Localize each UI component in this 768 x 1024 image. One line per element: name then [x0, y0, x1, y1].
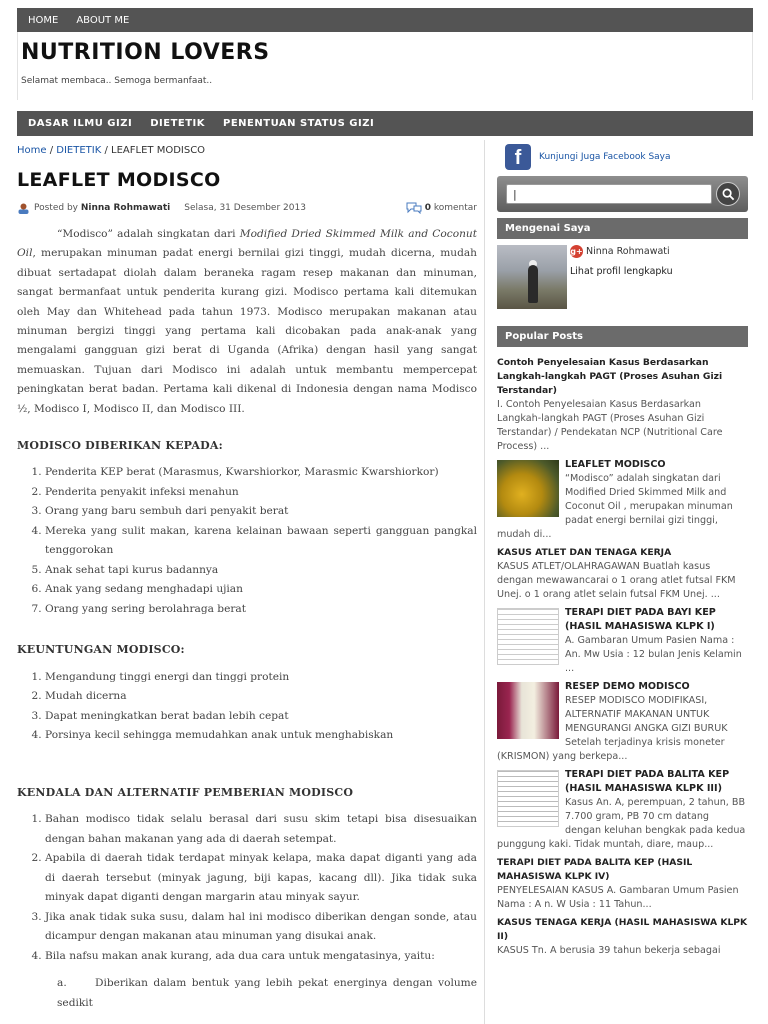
section-heading: KENDALA DAN ALTERNATIF PEMBERIAN MODISCO [17, 785, 354, 799]
popular-post-title[interactable]: KASUS TENAGA KERJA (HASIL MAHASISWA KLPK II) [497, 917, 748, 942]
nav-about-me[interactable]: ABOUT ME [76, 14, 130, 26]
list-item: 2. Apabila di daerah tidak terdapat minyak kelapa, maka dapat diganti yang ada di daerah tersebut (minyak jagung, biji kapas, kacang dll). Jika tidak suka minyak dapat diganti dengan margarin atau minyak sayur. [45, 849, 477, 908]
facebook-link[interactable]: Kunjungi Juga Facebook Saya [539, 152, 671, 162]
about-name-row [570, 245, 673, 258]
post-meta [17, 201, 477, 215]
popular-post-title[interactable]: KASUS ATLET DAN TENAGA KERJA [497, 547, 672, 558]
comments-link[interactable] [406, 202, 477, 214]
about-widget-title: Mengenai Saya [497, 218, 748, 239]
popular-post-title[interactable]: TERAPI DIET PADA BALITA KEP (HASIL MAHASISWA KLPK III) [565, 769, 730, 794]
popular-post-excerpt: A. Gambaran Umum Pasien Nama : An. Mw Usia : 12 bulan Jenis Kelamin ... [565, 635, 742, 674]
list-item: 1. Mengandung tinggi energi dan tinggi protein [45, 668, 477, 688]
search-input[interactable] [506, 184, 712, 204]
section1-list [17, 463, 477, 619]
sidebar [497, 142, 748, 962]
popular-posts-list [497, 356, 748, 958]
author-icon [17, 203, 30, 214]
top-navigation [17, 8, 753, 32]
facebook-widget [497, 142, 748, 172]
breadcrumb-separator: / [104, 145, 108, 156]
breadcrumb-separator: / [49, 145, 54, 156]
popular-post-item [497, 768, 748, 852]
list-item: 1. Bahan modisco tidak selalu berasal dari susu skim tetapi bisa disesuaikan dengan bahan makanan yang ada di daerah setempat. [45, 810, 477, 849]
section-heading: MODISCO DIBERIKAN KEPADA: [17, 439, 223, 453]
popular-post-item [497, 606, 748, 676]
popular-post-thumbnail[interactable] [497, 682, 559, 739]
section2-list [17, 668, 477, 746]
nav-dietetik[interactable]: DIETETIK [150, 118, 206, 129]
popular-post-item [497, 458, 748, 542]
search-icon [722, 188, 735, 201]
search-widget [497, 176, 748, 212]
about-widget [497, 245, 748, 311]
about-name[interactable]: Ninna Rohmawati [586, 246, 670, 257]
popular-post-item [497, 916, 748, 958]
view-profile-link[interactable]: Lihat profil lengkapku [570, 266, 673, 277]
list-item: 1. Penderita KEP berat (Marasmus, Kwarshiorkor, Marasmic Kwarshiorkor) [45, 463, 477, 483]
about-info [570, 245, 673, 311]
column-divider [484, 140, 485, 1024]
popular-post-title[interactable]: TERAPI DIET PADA BALITA KEP (HASIL MAHASISWA KLPK IV) [497, 857, 693, 882]
main-content [17, 142, 477, 1013]
list-item: 3. Jika anak tidak suka susu, dalam hal ini modisco diberikan dengan sonde, atau dicampur dengan makanan atau minuman yang disukai anak. [45, 908, 477, 947]
list-item: 2. Mudah dicerna [45, 687, 477, 707]
post-author[interactable]: Ninna Rohmawati [80, 203, 171, 213]
sub-list-label: a. [57, 977, 67, 990]
photo-person-body [528, 265, 538, 303]
popular-post-excerpt: Kasus An. A, perempuan, 2 tahun, BB 7.700 gram, PB 70 cm datang dengan keluhan bengkak pada kedua punggung kaki. Tidak muntah, diare, maup... [497, 797, 746, 850]
site-title[interactable]: NUTRITION LOVERS [21, 40, 270, 65]
intro-italic: Modified Dried Skimmed Milk and Coconut Oil [17, 228, 477, 260]
breadcrumb-home[interactable]: Home [17, 145, 47, 156]
popular-post-excerpt: KASUS ATLET/OLAHRAGAWAN Buatlah kasus dengan mewawancarai o 1 orang atlet futsal FKM Unej. o 1 orang atlet selain futsal FKM Unej. ... [497, 561, 736, 600]
popular-post-excerpt: “Modisco” adalah singkatan dari Modified Dried Skimmed Milk and Coconut Oil , merupakan minuman padat energi bernilai gizi tinggi, mudah di... [497, 473, 733, 540]
post-body [17, 225, 477, 1013]
popular-post-thumbnail[interactable] [497, 770, 559, 827]
popular-post-item [497, 680, 748, 764]
nav-dasar-ilmu-gizi[interactable]: DASAR ILMU GIZI [28, 118, 133, 129]
popular-post-title[interactable]: RESEP DEMO MODISCO [565, 681, 690, 692]
popular-post-thumbnail[interactable] [497, 460, 559, 517]
profile-photo[interactable] [497, 245, 567, 309]
facebook-icon[interactable]: f [505, 144, 531, 170]
comment-count: 0 [424, 203, 431, 213]
section-heading: KEUNTUNGAN MODISCO: [17, 643, 185, 657]
post-title: LEAFLET MODISCO [17, 169, 221, 191]
breadcrumb-current: LEAFLET MODISCO [111, 145, 206, 156]
nav-penentuan-status-gizi[interactable]: PENENTUAN STATUS GIZI [223, 118, 375, 129]
search-button[interactable] [716, 182, 740, 206]
list-item: 3. Orang yang baru sembuh dari penyakit berat [45, 502, 477, 522]
list-item: 2. Penderita penyakit infeksi menahun [45, 483, 477, 503]
popular-post-excerpt: I. Contoh Penyelesaian Kasus Berdasarkan Langkah-langkah PAGT (Proses Asuhan Gizi Terstandar) / Pendekatan NCP (Nutritional Care Process) ... [497, 399, 723, 452]
nav-home[interactable]: HOME [28, 14, 59, 26]
popular-post-title[interactable]: Contoh Penyelesaian Kasus Berdasarkan Langkah-langkah PAGT (Proses Asuhan Gizi Terstandar) [497, 357, 723, 396]
comment-label: komentar [433, 203, 477, 213]
category-navigation [17, 111, 753, 136]
sub-list-item: a. Diberikan dalam bentuk yang lebih pekat energinya dengan volume sedikit [57, 974, 477, 1013]
text-cursor-icon: | [513, 188, 517, 201]
popular-post-title[interactable]: TERAPI DIET PADA BAYI KEP (HASIL MAHASISWA KLPK I) [565, 607, 716, 632]
popular-post-thumbnail[interactable] [497, 608, 559, 665]
google-plus-icon: g+ [570, 247, 583, 256]
popular-post-item [497, 856, 748, 912]
list-item: 4. Porsinya kecil sehingga memudahkan anak untuk menghabiskan [45, 726, 477, 746]
list-item: 5. Anak sehat tapi kurus badannya [45, 561, 477, 581]
popular-post-excerpt: KASUS Tn. A berusia 39 tahun bekerja sebagai [497, 945, 721, 956]
popular-post-title[interactable]: LEAFLET MODISCO [565, 459, 666, 470]
post-date: Selasa, 31 Desember 2013 [184, 203, 306, 213]
list-item: 4. Bila nafsu makan anak kurang, ada dua cara untuk mengatasinya, yaitu: [45, 947, 477, 967]
posted-by-label: Posted by [34, 203, 78, 213]
section3-list [17, 810, 477, 966]
popular-post-item [497, 546, 748, 602]
breadcrumb [17, 142, 477, 160]
comment-icon [406, 202, 422, 214]
breadcrumb-category[interactable]: DIETETIK [56, 145, 102, 156]
sub-list [17, 974, 477, 1013]
popular-posts-title: Popular Posts [497, 326, 748, 347]
list-item: 4. Mereka yang sulit makan, karena kelainan bawaan seperti gangguan pangkal tenggorokan [45, 522, 477, 561]
site-description: Selamat membaca.. Semoga bermanfaat.. [21, 76, 213, 86]
list-item: 3. Dapat meningkatkan berat badan lebih cepat [45, 707, 477, 727]
intro-paragraph: “Modisco” adalah singkatan dari Modified Dried Skimmed Milk and Coconut Oil, merupakan minuman padat energi bernilai gizi tinggi, mudah dicerna, mudah dibuat sertadapat diolah dalam beraneka ragam resep makanan dan minuman, sangat bermanfaat untuk penderita kurang gizi. Modisco pertama kali ditemukan oleh May dan Whitehead pada tahun 1973. Modisco merupakan makanan atau minuman bergizi tinggi yang pertama kali dicobakan pada anak-anak yang mengalami gangguan gizi berat di Uganda (Afrika) dengan hasil yang sangat memuaskan. Tujuan dari Modisco ini adalah untuk membantu mempercepat peningkatan berat badan. Pertama kali dikenal di Indonesia dengan nama Modisco ½, Modisco I, Modisco II, dan Modisco III. [17, 228, 477, 415]
list-item: 7. Orang yang sering berolahraga berat [45, 600, 477, 620]
popular-post-excerpt: RESEP MODISCO MODIFIKASI, ALTERNATIF MAKANAN UNTUK MENGURANGI ANGKA GIZI BURUK Setelah terjadinya krisis moneter (KRISMON) yang berkepa... [497, 695, 728, 762]
list-item: 6. Anak yang sedang menghadapi ujian [45, 580, 477, 600]
popular-post-excerpt: PENYELESAIAN KASUS A. Gambaran Umum Pasien Nama : A n. W Usia : 11 Tahun... [497, 885, 739, 910]
popular-post-item [497, 356, 748, 454]
